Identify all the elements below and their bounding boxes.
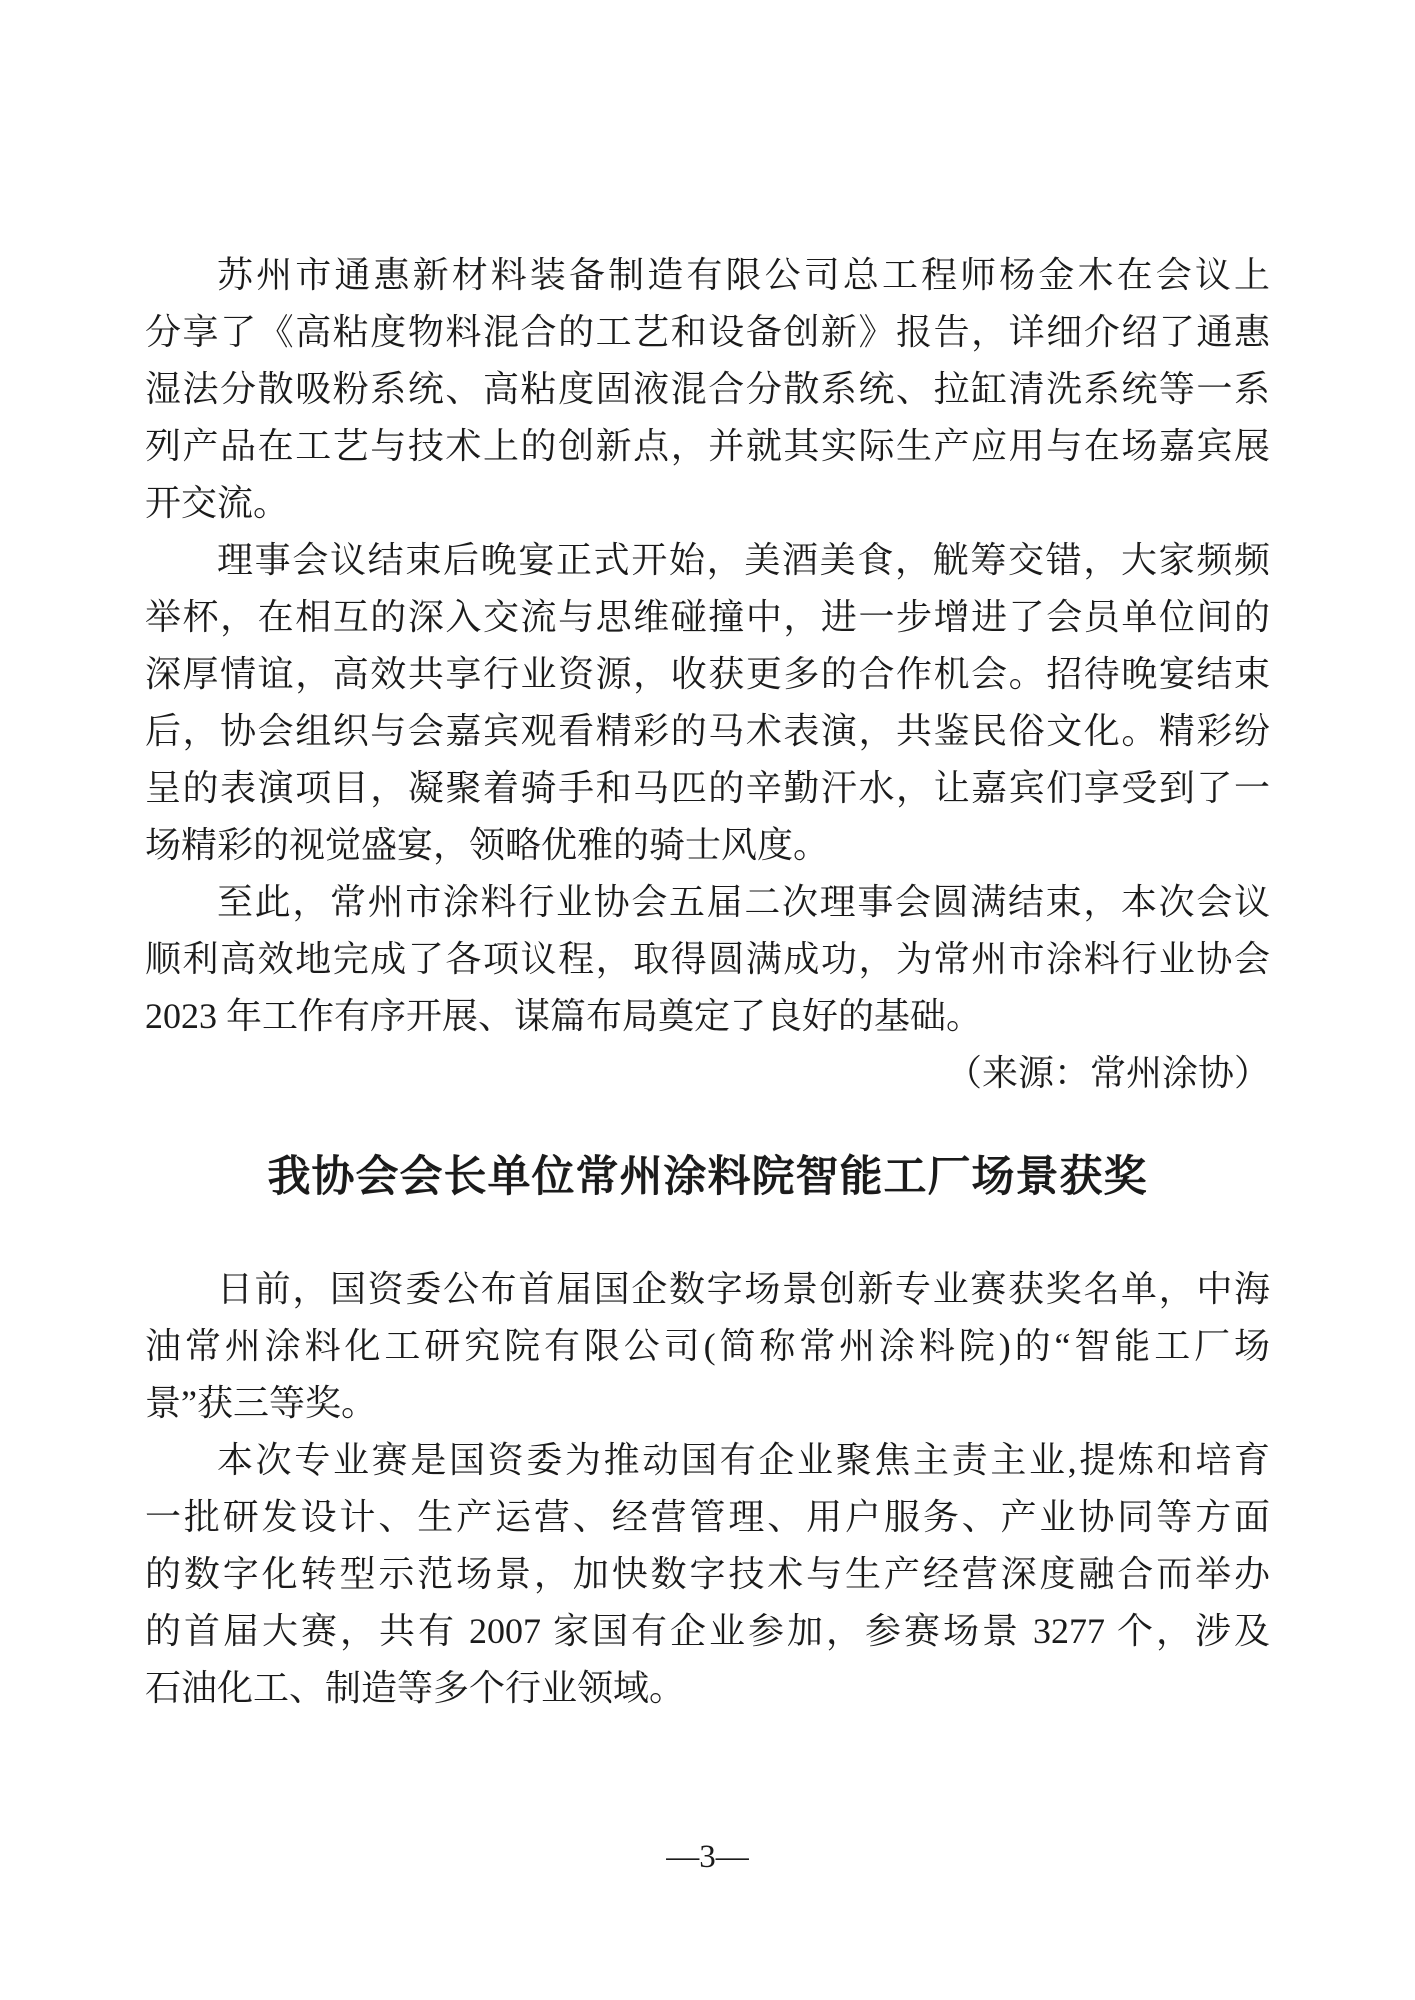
paragraph-5-line-2: 一批研发设计、生产运营、经营管理、用户服务、产业协同等方面 xyxy=(145,1497,1270,1537)
paragraph-3-line-2: 顺利高效地完成了各项议程，取得圆满成功，为常州市涂料行业协会 xyxy=(145,939,1270,979)
heading-spacer xyxy=(145,1209,1270,1261)
paragraph-5-line-3: 的数字化转型示范场景，加快数字技术与生产经营深度融合而举办 xyxy=(145,1554,1270,1594)
paragraph-2-line-4: 后，协会组织与会嘉宾观看精彩的马术表演，共鉴民俗文化。精彩纷 xyxy=(145,711,1270,751)
paragraph-5-line-5: 石油化工、制造等多个行业领域。 xyxy=(145,1668,686,1708)
page-number: —3— xyxy=(666,1839,749,1875)
paragraph-1-line-2: 分享了《高粘度物料混合的工艺和设备创新》报告，详细介绍了通惠 xyxy=(145,312,1270,352)
paragraph-1-line-1: 苏州市通惠新材料装备制造有限公司总工程师杨金木在会议上 xyxy=(217,255,1270,295)
paragraph-4-line-1: 日前，国资委公布首届国企数字场景创新专业赛获奖名单，中海 xyxy=(217,1269,1270,1309)
paragraph-3-line-3: 2023 年工作有序开展、谋篇布局奠定了良好的基础。 xyxy=(145,996,983,1036)
paragraph-5-line-4: 的首届大赛，共有 2007 家国有企业参加，参赛场景 3277 个，涉及 xyxy=(145,1611,1270,1651)
source-attribution: （来源：常州涂协） xyxy=(945,1053,1270,1093)
paragraph-3-line-1: 至此，常州市涂料行业协会五届二次理事会圆满结束，本次会议 xyxy=(217,882,1270,922)
paragraph-4-line-3: 景”获三等奖。 xyxy=(145,1383,377,1423)
paragraph-2-line-3: 深厚情谊，高效共享行业资源，收获更多的合作机会。招待晚宴结束 xyxy=(145,654,1270,694)
paragraph-1-line-5: 开交流。 xyxy=(145,483,290,523)
paragraph-4-line-2: 油常州涂料化工研究院有限公司(简称常州涂料院)的“智能工厂场 xyxy=(145,1326,1270,1366)
paragraph-2-line-1: 理事会议结束后晚宴正式开始，美酒美食，觥筹交错，大家频频 xyxy=(217,540,1270,580)
paragraph-2-line-6: 场精彩的视觉盛宴，领略优雅的骑士风度。 xyxy=(145,825,830,865)
paragraph-5-line-1: 本次专业赛是国资委为推动国有企业聚焦主责主业,提炼和培育 xyxy=(217,1440,1270,1480)
article-2-title: 我协会会长单位常州涂料院智能工厂场景获奖 xyxy=(267,1154,1148,1201)
paragraph-2-line-5: 呈的表演项目，凝聚着骑手和马匹的辛勤汗水，让嘉宾们享受到了一 xyxy=(145,768,1270,808)
paragraph-2-line-2: 举杯，在相互的深入交流与思维碰撞中，进一步增进了会员单位间的 xyxy=(145,597,1270,637)
paragraph-1-line-4: 列产品在工艺与技术上的创新点，并就其实际生产应用与在场嘉宾展 xyxy=(145,426,1270,466)
paragraph-1-line-3: 湿法分散吸粉系统、高粘度固液混合分散系统、拉缸清洗系统等一系 xyxy=(145,369,1270,409)
article-body xyxy=(145,247,1270,1717)
